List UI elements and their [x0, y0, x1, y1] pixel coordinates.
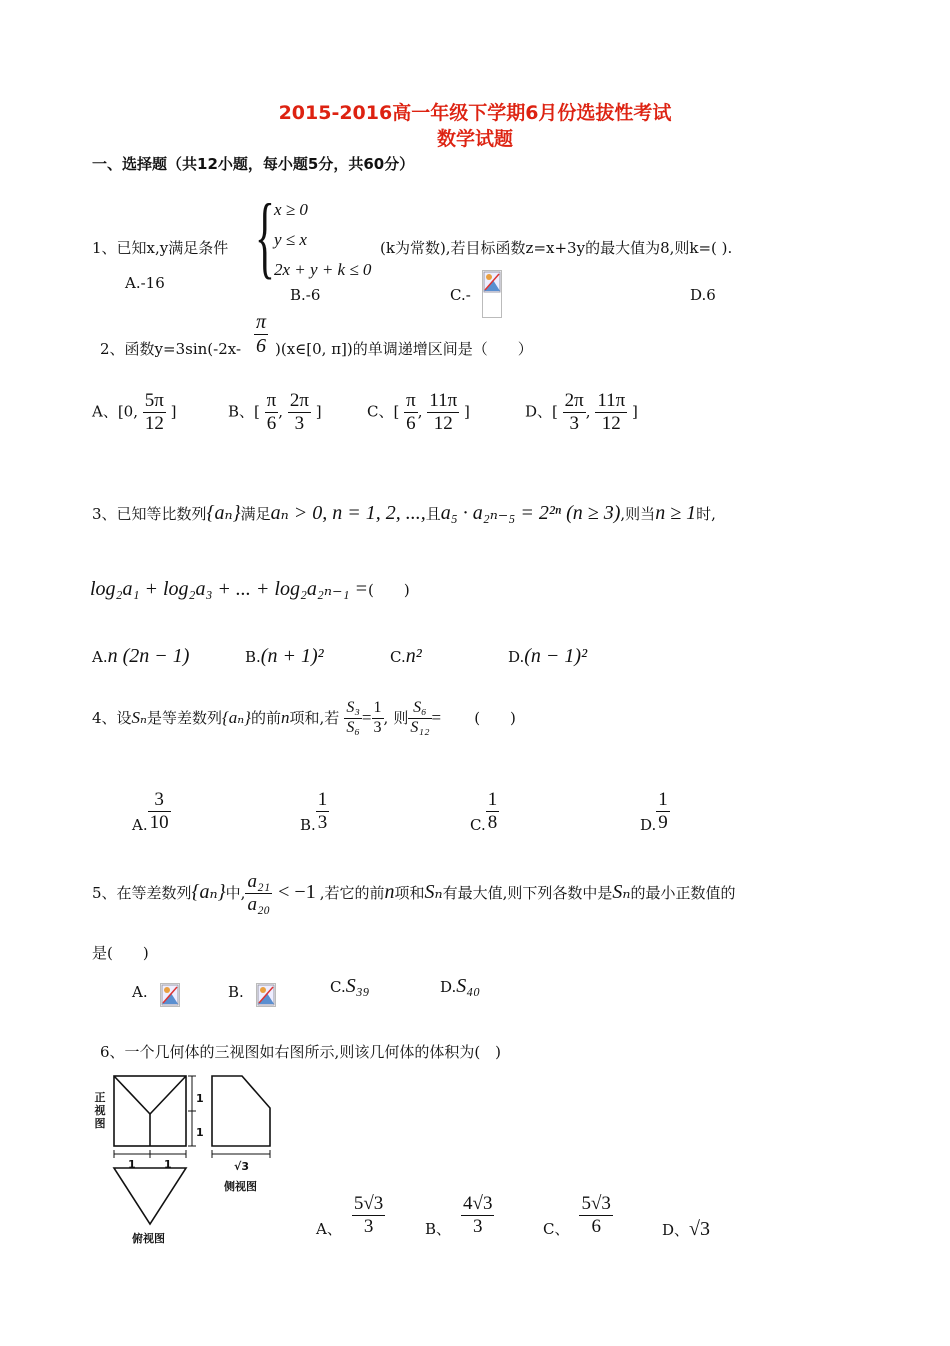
q4-frac1-den: S₆ — [346, 718, 360, 736]
dim-2b: 1 — [164, 1158, 172, 1171]
q1-option-b: B.-6 — [290, 286, 321, 304]
q2-d-den1: 3 — [569, 412, 579, 434]
q3-stem-c: 且 — [425, 505, 441, 523]
q4-comma: , — [383, 708, 389, 727]
q1-option-a: A.-16 — [125, 274, 165, 292]
q3-stem-a: 3、已知等比数列 — [92, 505, 207, 523]
q3-b-label: B. — [245, 648, 261, 666]
q3-option-c — [390, 645, 422, 668]
q5-d-value: S₄₀ — [456, 975, 481, 997]
q5-frac-den: a₂₀ — [247, 893, 271, 915]
q1-option-c: C.- — [450, 286, 471, 304]
q1-condition-3: 2x + y + k ≤ 0 — [274, 260, 372, 279]
q1-brace: { — [255, 185, 275, 287]
q5-stem-b: 中, — [225, 883, 246, 902]
q3-c-value: n² — [405, 645, 422, 667]
q4-a-den: 10 — [149, 811, 169, 833]
q3-expression-line — [90, 576, 410, 601]
q6-b-label: B、 — [425, 1219, 452, 1238]
q5-sn2: Sₙ — [612, 880, 631, 903]
q2-six: 6 — [256, 335, 267, 357]
q2-b-suffix: ] — [315, 402, 322, 421]
dim-sqrt3: √3 — [234, 1160, 249, 1173]
q3-stem-e: 时, — [696, 505, 716, 523]
q5-stem-d: 项和 — [394, 883, 425, 902]
q4-c-num: 1 — [487, 789, 498, 810]
q2-a-prefix: A、[0, — [92, 402, 138, 421]
q6-b-den: 3 — [473, 1215, 483, 1237]
q2-b-den1: 6 — [266, 412, 277, 434]
dim-2a: 1 — [128, 1158, 136, 1171]
q2-c-suffix: ] — [463, 402, 470, 421]
q2-d-den2: 12 — [601, 412, 621, 434]
q4-n: n — [280, 707, 290, 727]
q5-seq: {aₙ} — [191, 880, 226, 903]
q2-d-suffix: ] — [632, 402, 638, 421]
dim-1b: 1 — [196, 1126, 204, 1139]
q4-option-b — [300, 790, 329, 834]
q6-b-num: 4√3 — [463, 1193, 493, 1214]
top-view-label: 俯视图 — [132, 1232, 165, 1245]
q4-stem-e: 则 — [393, 708, 409, 727]
q6-option-b — [425, 1194, 494, 1239]
q4-d-den: 9 — [658, 811, 668, 833]
q5-option-b: B. — [228, 983, 244, 1001]
q6-c-num: 5√3 — [581, 1193, 611, 1214]
q5-stem-f: 的最小正数值的 — [630, 883, 736, 902]
q2-c-num1: π — [406, 390, 416, 411]
q2-d-prefix: D、[ — [525, 402, 558, 421]
q1-conditions — [274, 195, 371, 285]
q5-option-c — [330, 975, 370, 998]
front-view-label: 正视图 — [94, 1091, 106, 1130]
q3-d-label: D. — [508, 648, 525, 666]
q5-stem-line — [92, 872, 736, 915]
q1-stem-a: 1、已知x,y满足条件 — [92, 239, 229, 257]
q1-condition-1: x ≥ 0 — [274, 200, 308, 219]
side-view-label: 侧视图 — [224, 1180, 257, 1193]
q2-d-num1: 2π — [564, 390, 584, 411]
q3-stem-b: 满足 — [240, 505, 271, 523]
q5-option-a: A. — [132, 983, 148, 1001]
q6-c-label: C、 — [543, 1219, 570, 1238]
q3-expression: log₂a₁ + log₂a₃ + ... + log₂a₂ₙ₋₁ = — [90, 578, 368, 600]
q3-n-cond: n ≥ 1 — [655, 502, 697, 524]
q2-b-den2: 3 — [294, 412, 305, 434]
q3-option-d — [508, 645, 587, 668]
q4-d-num: 1 — [658, 789, 668, 810]
q3-option-a — [92, 645, 189, 668]
q4-frac3-den: S₁₂ — [410, 718, 430, 736]
q5-frac-num: a₂₁ — [247, 871, 271, 892]
q4-frac2-den: 3 — [373, 718, 382, 736]
q1-condition-2: y ≤ x — [274, 230, 307, 249]
q4-a-label: A. — [132, 815, 148, 834]
q3-paren: ( ) — [368, 581, 410, 599]
q3-a-value: n (2n − 1) — [107, 645, 190, 667]
q5-stem-e: 有最大值,则下列各数中是 — [442, 883, 613, 902]
q2-c-comma: , — [417, 402, 423, 421]
q4-option-d — [640, 790, 670, 834]
q4-a-num: 3 — [148, 790, 171, 812]
q2-a-den: 12 — [144, 412, 164, 434]
q4-stem-c: 的前 — [250, 708, 281, 727]
q3-a-label: A. — [92, 648, 108, 666]
q2-a-suffix: ] — [170, 402, 177, 421]
q6-d-value: √3 — [689, 1218, 711, 1240]
q1-stem-b: (k为常数),若目标函数z=x+3y的最大值为8,则k=( ). — [380, 239, 733, 257]
q4-eq2: = — [431, 707, 442, 727]
q3-b-value: (n + 1)² — [260, 645, 324, 667]
q2-b-num1: π — [266, 390, 277, 411]
q2-option-b — [228, 391, 322, 434]
q2-c-num2: 11π — [429, 390, 458, 411]
q6-a-den: 3 — [363, 1215, 374, 1237]
broken-image-icon — [256, 983, 276, 1007]
q6-a-num: 5√3 — [353, 1193, 384, 1214]
q4-option-c — [470, 790, 499, 834]
q2-option-c — [367, 391, 470, 434]
q2-b-prefix: B、[ — [228, 402, 260, 421]
q4-stem-b: 是等差数列 — [146, 708, 222, 727]
q4-eq: = — [361, 707, 372, 727]
q2-stem-a: 2、函数y=3sin(-2x- — [100, 340, 242, 358]
q4-b-den: 3 — [317, 811, 328, 833]
q5-sn: Sₙ — [424, 880, 443, 903]
q4-option-a — [132, 790, 171, 834]
q2-b-comma: , — [278, 402, 284, 421]
q6-c-den: 6 — [591, 1215, 601, 1237]
q4-frac2-num: 1 — [372, 700, 384, 719]
q5-n: n — [384, 880, 395, 903]
q1-option-d: D.6 — [690, 286, 716, 304]
q4-paren: ( ) — [474, 708, 516, 727]
q5-stem-a: 5、在等差数列 — [92, 883, 192, 902]
three-view-diagram — [90, 1070, 280, 1250]
q6-option-a — [316, 1194, 385, 1239]
q4-frac1-num: S₃ — [344, 700, 362, 719]
q4-stem-d: 项和,若 — [289, 708, 340, 727]
q6-option-c — [543, 1194, 613, 1239]
q5-option-d — [440, 975, 480, 998]
q4-frac3-num: S₆ — [408, 700, 431, 719]
q2-fraction — [254, 312, 268, 357]
q3-c-label: C. — [390, 648, 406, 666]
q3-equation: a₅ · a₂ₙ₋₅ = 2²ⁿ (n ≥ 3) — [440, 502, 621, 524]
section-heading: 一、选择题（共12小题，每小题5分，共60分） — [92, 155, 415, 173]
q4-seq: {aₙ} — [221, 707, 251, 727]
q4-d-label: D. — [640, 815, 657, 834]
q2-pi: π — [256, 311, 267, 333]
q2-a-num: 5π — [144, 390, 164, 411]
q3-seq: {aₙ} — [206, 502, 241, 524]
q3-option-b — [245, 645, 324, 668]
q2-c-prefix: C、[ — [367, 402, 400, 421]
exam-title: 2015-2016高一年级下学期6月份选拔性考试 — [278, 102, 672, 124]
q5-c-value: S₃₉ — [345, 975, 370, 997]
q3-condition: aₙ > 0, n = 1, 2, ..., — [270, 502, 426, 524]
q4-b-num: 1 — [317, 789, 328, 810]
q2-option-a — [92, 391, 177, 434]
q2-b-num2: 2π — [289, 390, 309, 411]
q2-stem-b: )(x∈[0, π])的单调递增区间是（ ） — [275, 340, 533, 358]
q5-stem-c: ,若它的前 — [319, 883, 385, 902]
broken-image-icon — [482, 270, 502, 318]
q2-c-den2: 12 — [433, 412, 453, 434]
q3-stem-d: ,则当 — [620, 505, 656, 523]
q4-stem-line — [92, 700, 516, 737]
q4-b-label: B. — [300, 815, 316, 834]
q6-a-label: A、 — [316, 1219, 342, 1238]
q6-stem: 6、一个几何体的三视图如右图所示,则该几何体的体积为( ) — [100, 1043, 502, 1061]
q5-d-label: D. — [440, 978, 457, 996]
q4-c-label: C. — [470, 815, 486, 834]
q6-d-label: D、 — [662, 1221, 690, 1239]
exam-subtitle: 数学试题 — [436, 128, 513, 150]
q6-option-d — [662, 1218, 710, 1241]
q2-d-num2: 11π — [597, 390, 626, 411]
q2-option-d — [525, 391, 638, 434]
broken-image-icon — [160, 983, 180, 1007]
q3-stem-line — [92, 500, 716, 525]
q5-stem-line2: 是( ) — [92, 944, 149, 962]
q2-d-comma: , — [585, 402, 591, 421]
q4-c-den: 8 — [487, 811, 498, 833]
q3-d-value: (n − 1)² — [524, 645, 588, 667]
q2-c-den1: 6 — [406, 412, 416, 434]
q5-c-label: C. — [330, 978, 346, 996]
q4-stem-a: 4、设 — [92, 708, 132, 727]
q4-sn: Sₙ — [131, 707, 147, 727]
dim-1a: 1 — [196, 1092, 204, 1105]
q5-inequality: < −1 — [278, 880, 316, 903]
